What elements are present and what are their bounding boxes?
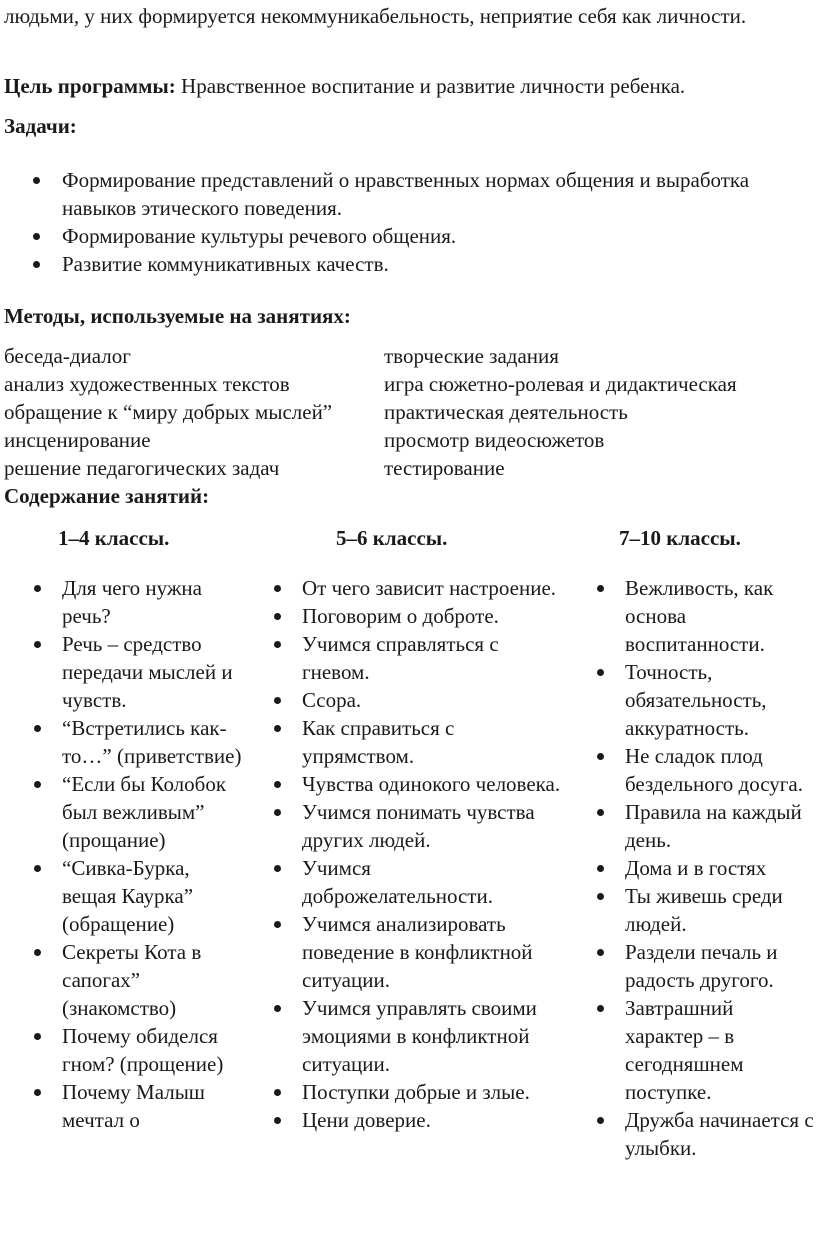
method-cell: обращение к “миру добрых мыслей” xyxy=(4,400,333,424)
method-cell: беседа-диалог xyxy=(4,344,131,368)
column-title-1-4: 1–4 классы. xyxy=(58,526,170,550)
bullet-icon xyxy=(597,809,604,816)
bullet-icon xyxy=(34,585,41,592)
bullet-icon xyxy=(597,893,604,900)
bullet-icon xyxy=(274,725,281,732)
bullet-icon xyxy=(274,1117,281,1124)
bullet-icon xyxy=(597,865,604,872)
bullet-icon xyxy=(34,781,41,788)
methods-row xyxy=(4,426,814,454)
list-item: “Если бы Колобок был вежливым” (прощание) xyxy=(62,770,242,854)
list-item: Учимся анализировать поведение в конфликтной ситуации. xyxy=(302,910,564,994)
bullet-icon xyxy=(597,585,604,592)
bullet-icon xyxy=(597,753,604,760)
method-cell: практическая деятельность xyxy=(384,400,628,424)
list-item: Учимся управлять своими эмоциями в конфликтной ситуации. xyxy=(302,994,564,1078)
list-item: Дружба начинается с улыбки. xyxy=(625,1106,815,1162)
column-title-5-6: 5–6 классы. xyxy=(336,526,448,550)
method-cell: просмотр видеосюжетов xyxy=(384,428,605,452)
bullet-icon xyxy=(274,1005,281,1012)
list-item: Дома и в гостях xyxy=(625,854,815,882)
column-list-5-6 xyxy=(302,574,564,1134)
list-item: Как справиться с упрямством. xyxy=(302,714,564,770)
methods-table xyxy=(4,342,814,482)
method-cell: игра сюжетно-ролевая и дидактическая xyxy=(384,372,737,396)
bullet-icon xyxy=(274,641,281,648)
bullet-icon xyxy=(274,865,281,872)
bullet-icon xyxy=(597,669,604,676)
bullet-icon xyxy=(597,1005,604,1012)
list-item: Вежливость, как основа воспитанности. xyxy=(625,574,815,658)
bullet-icon xyxy=(274,613,281,620)
bullet-icon xyxy=(274,697,281,704)
column-title-7-10: 7–10 классы. xyxy=(619,526,741,550)
bullet-icon xyxy=(33,261,40,268)
list-item: Правила на каждый день. xyxy=(625,798,815,854)
method-cell: творческие задания xyxy=(384,344,559,368)
methods-heading: Методы, используемые на занятиях: xyxy=(4,304,351,328)
list-item: Точность, обязательность, аккуратность. xyxy=(625,658,815,742)
bullet-icon xyxy=(597,1117,604,1124)
bullet-icon xyxy=(274,921,281,928)
list-item: Чувства одинокого человека. xyxy=(302,770,564,798)
list-item: Раздели печаль и радость другого. xyxy=(625,938,815,994)
bullet-icon xyxy=(597,949,604,956)
list-item: Учимся справляться с гневом. xyxy=(302,630,564,686)
bullet-icon xyxy=(274,781,281,788)
bullet-icon xyxy=(34,865,41,872)
bullet-icon xyxy=(34,641,41,648)
method-cell: решение педагогических задач xyxy=(4,456,280,480)
list-item: Ссора. xyxy=(302,686,564,714)
list-item: Для чего нужна речь? xyxy=(62,574,242,630)
bullet-icon xyxy=(33,233,40,240)
list-item: Поступки добрые и злые. xyxy=(302,1078,564,1106)
method-cell: инсценирование xyxy=(4,428,151,452)
bullet-icon xyxy=(33,177,40,184)
intro-paragraph: людьми, у них формируется некоммуникабельность, неприятие себя как личности. xyxy=(4,4,747,28)
list-item: Формирование культуры речевого общения. xyxy=(0,222,800,250)
list-item: Завтрашний характер – в сегодняшнем поступке. xyxy=(625,994,815,1106)
list-item: Речь – средство передачи мыслей и чувств. xyxy=(62,630,242,714)
list-item: Учимся понимать чувства других людей. xyxy=(302,798,564,854)
list-item: Формирование представлений о нравственных нормах общения и выработка навыков этического поведения. xyxy=(0,166,800,222)
goal-label: Цель программы: xyxy=(4,74,176,98)
methods-row xyxy=(4,454,814,482)
list-item: Секреты Кота в сапогах” (знакомство) xyxy=(62,938,242,1022)
bullet-icon xyxy=(274,1089,281,1096)
content-heading: Содержание занятий: xyxy=(4,484,210,508)
list-item: “Сивка-Бурка, вещая Каурка” (обращение) xyxy=(62,854,242,938)
list-item: Развитие коммуникативных качеств. xyxy=(0,250,800,278)
bullet-icon xyxy=(274,809,281,816)
methods-row xyxy=(4,370,814,398)
bullet-icon xyxy=(34,725,41,732)
column-list-7-10 xyxy=(625,574,815,1162)
bullet-icon xyxy=(34,949,41,956)
methods-row xyxy=(4,342,814,370)
list-item: Почему Малыш мечтал о xyxy=(62,1078,242,1134)
bullet-icon xyxy=(274,585,281,592)
goal-text: Нравственное воспитание и развитие личности ребенка. xyxy=(175,74,686,98)
column-list-1-4 xyxy=(62,574,242,1134)
goal-paragraph xyxy=(4,72,804,100)
list-item: Не сладок плод бездельного досуга. xyxy=(625,742,815,798)
method-cell: анализ художественных текстов xyxy=(4,372,290,396)
list-item: “Встретились как-то…” (приветствие) xyxy=(62,714,242,770)
list-item: Почему обиделся гном? (прощение) xyxy=(62,1022,242,1078)
bullet-icon xyxy=(34,1089,41,1096)
list-item: Ты живешь среди людей. xyxy=(625,882,815,938)
list-item: Поговорим о доброте. xyxy=(302,602,564,630)
list-item: Учимся доброжелательности. xyxy=(302,854,564,910)
bullet-icon xyxy=(34,1033,41,1040)
tasks-list xyxy=(0,166,800,278)
list-item: От чего зависит настроение. xyxy=(302,574,564,602)
method-cell: тестирование xyxy=(384,456,505,480)
methods-row xyxy=(4,398,814,426)
tasks-heading: Задачи: xyxy=(4,114,77,138)
list-item: Цени доверие. xyxy=(302,1106,564,1134)
